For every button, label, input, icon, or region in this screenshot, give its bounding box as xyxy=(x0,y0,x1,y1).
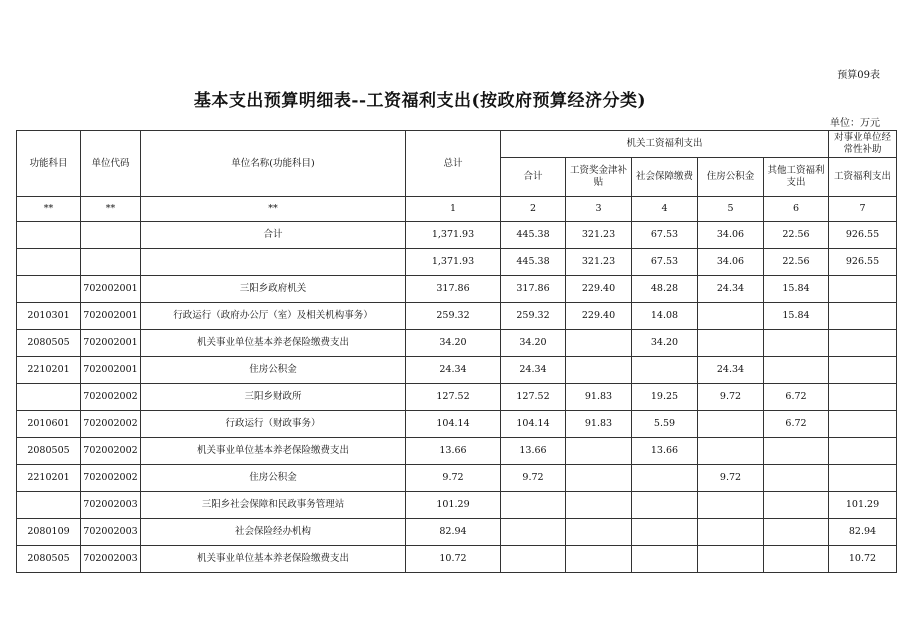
housing-cell xyxy=(698,411,764,438)
social-cell: 48.28 xyxy=(632,276,698,303)
unit-code-cell: 702002002 xyxy=(81,438,141,465)
unit-name-cell: 机关事业单位基本养老保险缴费支出 xyxy=(141,330,406,357)
other-cell: 15.84 xyxy=(764,276,829,303)
salary-cell xyxy=(566,465,632,492)
unit-name-cell: 住房公积金 xyxy=(141,357,406,384)
total-cell: 13.66 xyxy=(406,438,501,465)
subsidy-cell xyxy=(829,330,897,357)
func-code-cell: 2210201 xyxy=(17,465,81,492)
total-cell: 24.34 xyxy=(406,357,501,384)
other-cell xyxy=(764,492,829,519)
table-row xyxy=(17,357,897,384)
index-cell: ** xyxy=(81,197,141,222)
unit-name-cell: 合计 xyxy=(141,222,406,249)
social-cell: 67.53 xyxy=(632,222,698,249)
col-sum-header: 合计 xyxy=(501,158,566,197)
sum-cell: 34.20 xyxy=(501,330,566,357)
table-row xyxy=(17,222,897,249)
sum-cell xyxy=(501,519,566,546)
other-cell xyxy=(764,546,829,573)
other-cell xyxy=(764,357,829,384)
unit-code-cell xyxy=(81,249,141,276)
unit-name-cell: 住房公积金 xyxy=(141,465,406,492)
sum-cell: 445.38 xyxy=(501,222,566,249)
func-code-cell: 2010601 xyxy=(17,411,81,438)
index-cell: 3 xyxy=(566,197,632,222)
salary-cell: 229.40 xyxy=(566,303,632,330)
subsidy-cell: 926.55 xyxy=(829,222,897,249)
index-cell: 1 xyxy=(406,197,501,222)
social-cell xyxy=(632,492,698,519)
other-cell: 22.56 xyxy=(764,249,829,276)
housing-cell xyxy=(698,303,764,330)
col-total-header: 总计 xyxy=(406,131,501,197)
unit-code-cell: 702002001 xyxy=(81,330,141,357)
salary-cell xyxy=(566,519,632,546)
unit-name-cell: 社会保险经办机构 xyxy=(141,519,406,546)
housing-cell: 9.72 xyxy=(698,465,764,492)
subsidy-cell xyxy=(829,276,897,303)
salary-cell xyxy=(566,492,632,519)
subsidy-cell xyxy=(829,357,897,384)
func-code-cell: 2080505 xyxy=(17,438,81,465)
unit-code-cell xyxy=(81,222,141,249)
table-row xyxy=(17,519,897,546)
other-cell: 15.84 xyxy=(764,303,829,330)
social-cell xyxy=(632,519,698,546)
total-cell: 1,371.93 xyxy=(406,222,501,249)
table-row xyxy=(17,384,897,411)
salary-cell xyxy=(566,438,632,465)
social-cell: 14.08 xyxy=(632,303,698,330)
table-row xyxy=(17,276,897,303)
salary-cell: 321.23 xyxy=(566,249,632,276)
subsidy-cell: 926.55 xyxy=(829,249,897,276)
other-cell xyxy=(764,438,829,465)
group-org-header: 机关工资福利支出 xyxy=(501,131,829,158)
header-row-1 xyxy=(17,131,897,158)
col-housing-header: 住房公积金 xyxy=(698,158,764,197)
col-unit-code-header: 单位代码 xyxy=(81,131,141,197)
func-code-cell: 2080505 xyxy=(17,330,81,357)
subsidy-cell xyxy=(829,411,897,438)
unit-name-cell: 行政运行（财政事务） xyxy=(141,411,406,438)
subsidy-cell xyxy=(829,303,897,330)
func-code-cell xyxy=(17,249,81,276)
func-code-cell xyxy=(17,222,81,249)
unit-code-cell: 702002001 xyxy=(81,276,141,303)
table-row xyxy=(17,438,897,465)
sum-cell: 13.66 xyxy=(501,438,566,465)
housing-cell: 34.06 xyxy=(698,222,764,249)
social-cell xyxy=(632,357,698,384)
index-row xyxy=(17,197,897,222)
unit-label: 单位：万元 xyxy=(830,118,880,129)
salary-cell xyxy=(566,330,632,357)
housing-cell xyxy=(698,492,764,519)
other-cell xyxy=(764,519,829,546)
social-cell: 13.66 xyxy=(632,438,698,465)
social-cell xyxy=(632,546,698,573)
subsidy-cell: 101.29 xyxy=(829,492,897,519)
housing-cell xyxy=(698,438,764,465)
sum-cell: 317.86 xyxy=(501,276,566,303)
table-row xyxy=(17,465,897,492)
col-unit-name-header: 单位名称(功能科目) xyxy=(141,131,406,197)
table-row xyxy=(17,249,897,276)
sum-cell: 445.38 xyxy=(501,249,566,276)
total-cell: 34.20 xyxy=(406,330,501,357)
budget-table xyxy=(16,130,897,573)
col-social-header: 社会保障缴费 xyxy=(632,158,698,197)
unit-code-cell: 702002003 xyxy=(81,492,141,519)
housing-cell: 24.34 xyxy=(698,276,764,303)
salary-cell: 91.83 xyxy=(566,384,632,411)
table-row xyxy=(17,411,897,438)
subsidy-cell: 10.72 xyxy=(829,546,897,573)
index-cell: ** xyxy=(17,197,81,222)
sum-cell: 127.52 xyxy=(501,384,566,411)
other-cell xyxy=(764,465,829,492)
salary-cell xyxy=(566,357,632,384)
social-cell: 5.59 xyxy=(632,411,698,438)
total-cell: 104.14 xyxy=(406,411,501,438)
other-cell: 22.56 xyxy=(764,222,829,249)
total-cell: 317.86 xyxy=(406,276,501,303)
col-other-header: 其他工资福利支出 xyxy=(764,158,829,197)
sum-cell: 259.32 xyxy=(501,303,566,330)
form-number: 预算09表 xyxy=(837,70,880,81)
total-cell: 101.29 xyxy=(406,492,501,519)
sum-cell: 9.72 xyxy=(501,465,566,492)
index-cell: 2 xyxy=(501,197,566,222)
sum-cell: 104.14 xyxy=(501,411,566,438)
other-cell xyxy=(764,330,829,357)
table-row xyxy=(17,330,897,357)
unit-code-cell: 702002003 xyxy=(81,519,141,546)
unit-name-cell: 三阳乡政府机关 xyxy=(141,276,406,303)
page-title: 基本支出预算明细表--工资福利支出(按政府预算经济分类) xyxy=(193,91,647,111)
unit-name-cell xyxy=(141,249,406,276)
other-cell: 6.72 xyxy=(764,384,829,411)
unit-name-cell: 机关事业单位基本养老保险缴费支出 xyxy=(141,546,406,573)
sum-cell xyxy=(501,546,566,573)
sum-cell: 24.34 xyxy=(501,357,566,384)
subsidy-cell xyxy=(829,438,897,465)
func-code-cell xyxy=(17,492,81,519)
index-cell: 6 xyxy=(764,197,829,222)
housing-cell xyxy=(698,519,764,546)
housing-cell xyxy=(698,546,764,573)
col-salary-header: 工资奖金津补贴 xyxy=(566,158,632,197)
housing-cell: 24.34 xyxy=(698,357,764,384)
func-code-cell: 2210201 xyxy=(17,357,81,384)
salary-cell: 91.83 xyxy=(566,411,632,438)
index-cell: ** xyxy=(141,197,406,222)
index-cell: 5 xyxy=(698,197,764,222)
total-cell: 9.72 xyxy=(406,465,501,492)
social-cell: 34.20 xyxy=(632,330,698,357)
index-cell: 7 xyxy=(829,197,897,222)
social-cell: 19.25 xyxy=(632,384,698,411)
func-code-cell: 2080505 xyxy=(17,546,81,573)
table-row xyxy=(17,303,897,330)
housing-cell xyxy=(698,330,764,357)
unit-name-cell: 三阳乡社会保障和民政事务管理站 xyxy=(141,492,406,519)
salary-cell: 321.23 xyxy=(566,222,632,249)
housing-cell: 34.06 xyxy=(698,249,764,276)
unit-code-cell: 702002001 xyxy=(81,303,141,330)
group-subsidy-header: 对事业单位经常性补助 xyxy=(829,131,897,158)
total-cell: 259.32 xyxy=(406,303,501,330)
subsidy-cell xyxy=(829,465,897,492)
col-func-header: 功能科目 xyxy=(17,131,81,197)
unit-name-cell: 三阳乡财政所 xyxy=(141,384,406,411)
subsidy-cell xyxy=(829,384,897,411)
housing-cell: 9.72 xyxy=(698,384,764,411)
col-subsidy-header: 工资福利支出 xyxy=(829,158,897,197)
other-cell: 6.72 xyxy=(764,411,829,438)
func-code-cell xyxy=(17,276,81,303)
salary-cell: 229.40 xyxy=(566,276,632,303)
salary-cell xyxy=(566,546,632,573)
total-cell: 127.52 xyxy=(406,384,501,411)
unit-code-cell: 702002002 xyxy=(81,465,141,492)
social-cell: 67.53 xyxy=(632,249,698,276)
func-code-cell: 2010301 xyxy=(17,303,81,330)
total-cell: 10.72 xyxy=(406,546,501,573)
func-code-cell: 2080109 xyxy=(17,519,81,546)
subsidy-cell: 82.94 xyxy=(829,519,897,546)
sum-cell xyxy=(501,492,566,519)
unit-code-cell: 702002001 xyxy=(81,357,141,384)
unit-name-cell: 行政运行（政府办公厅（室）及相关机构事务） xyxy=(141,303,406,330)
table-body xyxy=(17,222,897,573)
unit-code-cell: 702002002 xyxy=(81,411,141,438)
index-cell: 4 xyxy=(632,197,698,222)
unit-code-cell: 702002002 xyxy=(81,384,141,411)
total-cell: 1,371.93 xyxy=(406,249,501,276)
func-code-cell xyxy=(17,384,81,411)
unit-code-cell: 702002003 xyxy=(81,546,141,573)
social-cell xyxy=(632,465,698,492)
table-row xyxy=(17,546,897,573)
unit-name-cell: 机关事业单位基本养老保险缴费支出 xyxy=(141,438,406,465)
total-cell: 82.94 xyxy=(406,519,501,546)
table-row xyxy=(17,492,897,519)
